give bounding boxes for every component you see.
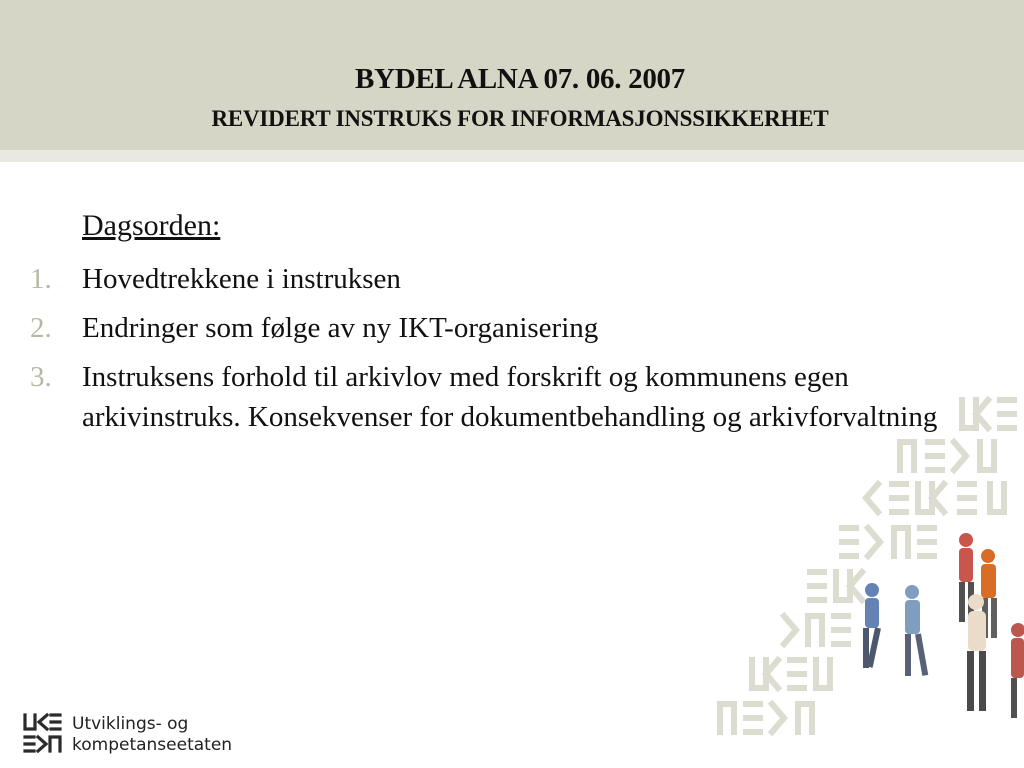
agenda-item-number: 1. (30, 263, 52, 295)
agenda-item-text: Hovedtrekkene i instruksen (82, 263, 401, 295)
organization-name (72, 714, 232, 756)
uke-logo-icon (22, 712, 62, 754)
slide-subtitle: REVIDERT INSTRUKS FOR INFORMASJONSSIKKERHET (211, 106, 829, 131)
organization-name-line1: Utviklings- og (72, 714, 189, 734)
people-figures (863, 533, 1024, 718)
slide-title: BYDEL ALNA 07. 06. 2007 (355, 63, 685, 95)
agenda-item (30, 259, 1000, 299)
agenda-item-number: 3. (30, 361, 52, 393)
agenda-list (30, 259, 1000, 446)
organization-name-line2: kompetanseetaten (72, 735, 233, 755)
organization-logo (22, 712, 232, 758)
agenda-item (30, 308, 1000, 348)
agenda-item-text: Instruksens forhold til arkivlov med forskrift og kommunens egen arkivinstruks. Konsekvenser for dokumentbehandling og arkivforvaltning (82, 361, 938, 433)
agenda-item-text: Endringer som følge av ny IKT-organisering (82, 312, 599, 344)
agenda-item-number: 2. (30, 312, 52, 344)
header-divider-band (0, 150, 1024, 162)
agenda-heading: Dagsorden: (82, 209, 221, 242)
agenda-item (30, 357, 1000, 437)
